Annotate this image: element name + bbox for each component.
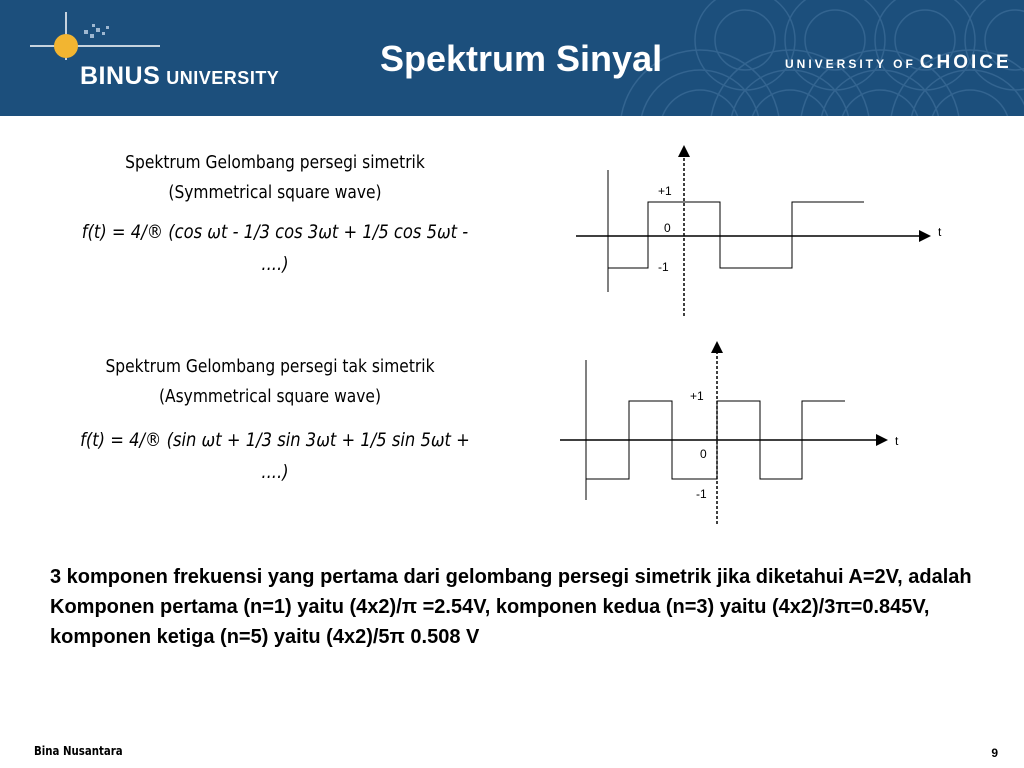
symmetric-label-t: t: [938, 225, 942, 239]
asymmetric-formula-line1: f(t) = 4/® (sin ωt + 1/3 sin 3ωt + 1/5 sin 5ωt +: [80, 429, 470, 451]
symmetric-title-line1: Spektrum Gelombang persegi simetrik: [125, 152, 425, 173]
symmetric-title-line2: (Symmetrical square wave): [168, 182, 382, 203]
asymmetric-formula-line2: ....): [261, 461, 289, 483]
tagline-part2: CHOICE: [919, 52, 1012, 73]
asymmetric-title-line2: (Asymmetrical square wave): [158, 386, 382, 407]
symmetric-label-plus: +1: [658, 184, 672, 198]
symmetric-label-zero: 0: [664, 221, 671, 235]
symmetric-waveform: [560, 140, 960, 320]
asymmetric-title: [64, 352, 477, 412]
symmetric-formula-line2: ....): [261, 253, 289, 275]
body-paragraph: 3 komponen frekuensi yang pertama dari gelombang persegi simetrik jika diketahui A=2V, adalah Komponen pertama (n=1) yaitu (4x2)/π =2.54V, komponen kedua (n=3) yaitu (4x2)/3π=0.845V, komponen ketiga (n=5) yaitu (4x2)/5π 0.508 V: [50, 566, 972, 648]
page-number: 9: [991, 746, 998, 760]
asymmetric-label-zero: 0: [700, 447, 707, 461]
logo-sub: UNIVERSITY: [166, 68, 280, 88]
asymmetric-label-plus: +1: [690, 389, 704, 403]
asymmetric-formula: [56, 424, 495, 488]
asymmetric-square-wave: [586, 360, 845, 500]
symmetric-formula: [56, 216, 495, 280]
symmetric-square-wave: [608, 170, 864, 292]
asymmetric-label-t: t: [895, 434, 899, 448]
logo-brand: BINUS: [80, 62, 161, 90]
logo-orb: [54, 34, 78, 58]
footer-institution: Bina Nusantara: [34, 744, 123, 758]
asymmetric-waveform: [545, 338, 925, 530]
header-bar: [0, 0, 1024, 116]
asymmetric-label-minus: -1: [696, 487, 707, 501]
tagline: [785, 52, 1012, 74]
symmetric-label-minus: -1: [658, 260, 669, 274]
logo-text: [80, 62, 279, 91]
asymmetric-title-line1: Spektrum Gelombang persegi tak simetrik: [105, 356, 435, 377]
symmetric-formula-line1: f(t) = 4/® (cos ωt - 1/3 cos 3ωt + 1/5 cos 5ωt -: [81, 221, 469, 243]
slide-title: Spektrum Sinyal: [380, 38, 663, 79]
symmetric-title: [73, 148, 477, 208]
tagline-part1: UNIVERSITY OF: [785, 57, 916, 71]
